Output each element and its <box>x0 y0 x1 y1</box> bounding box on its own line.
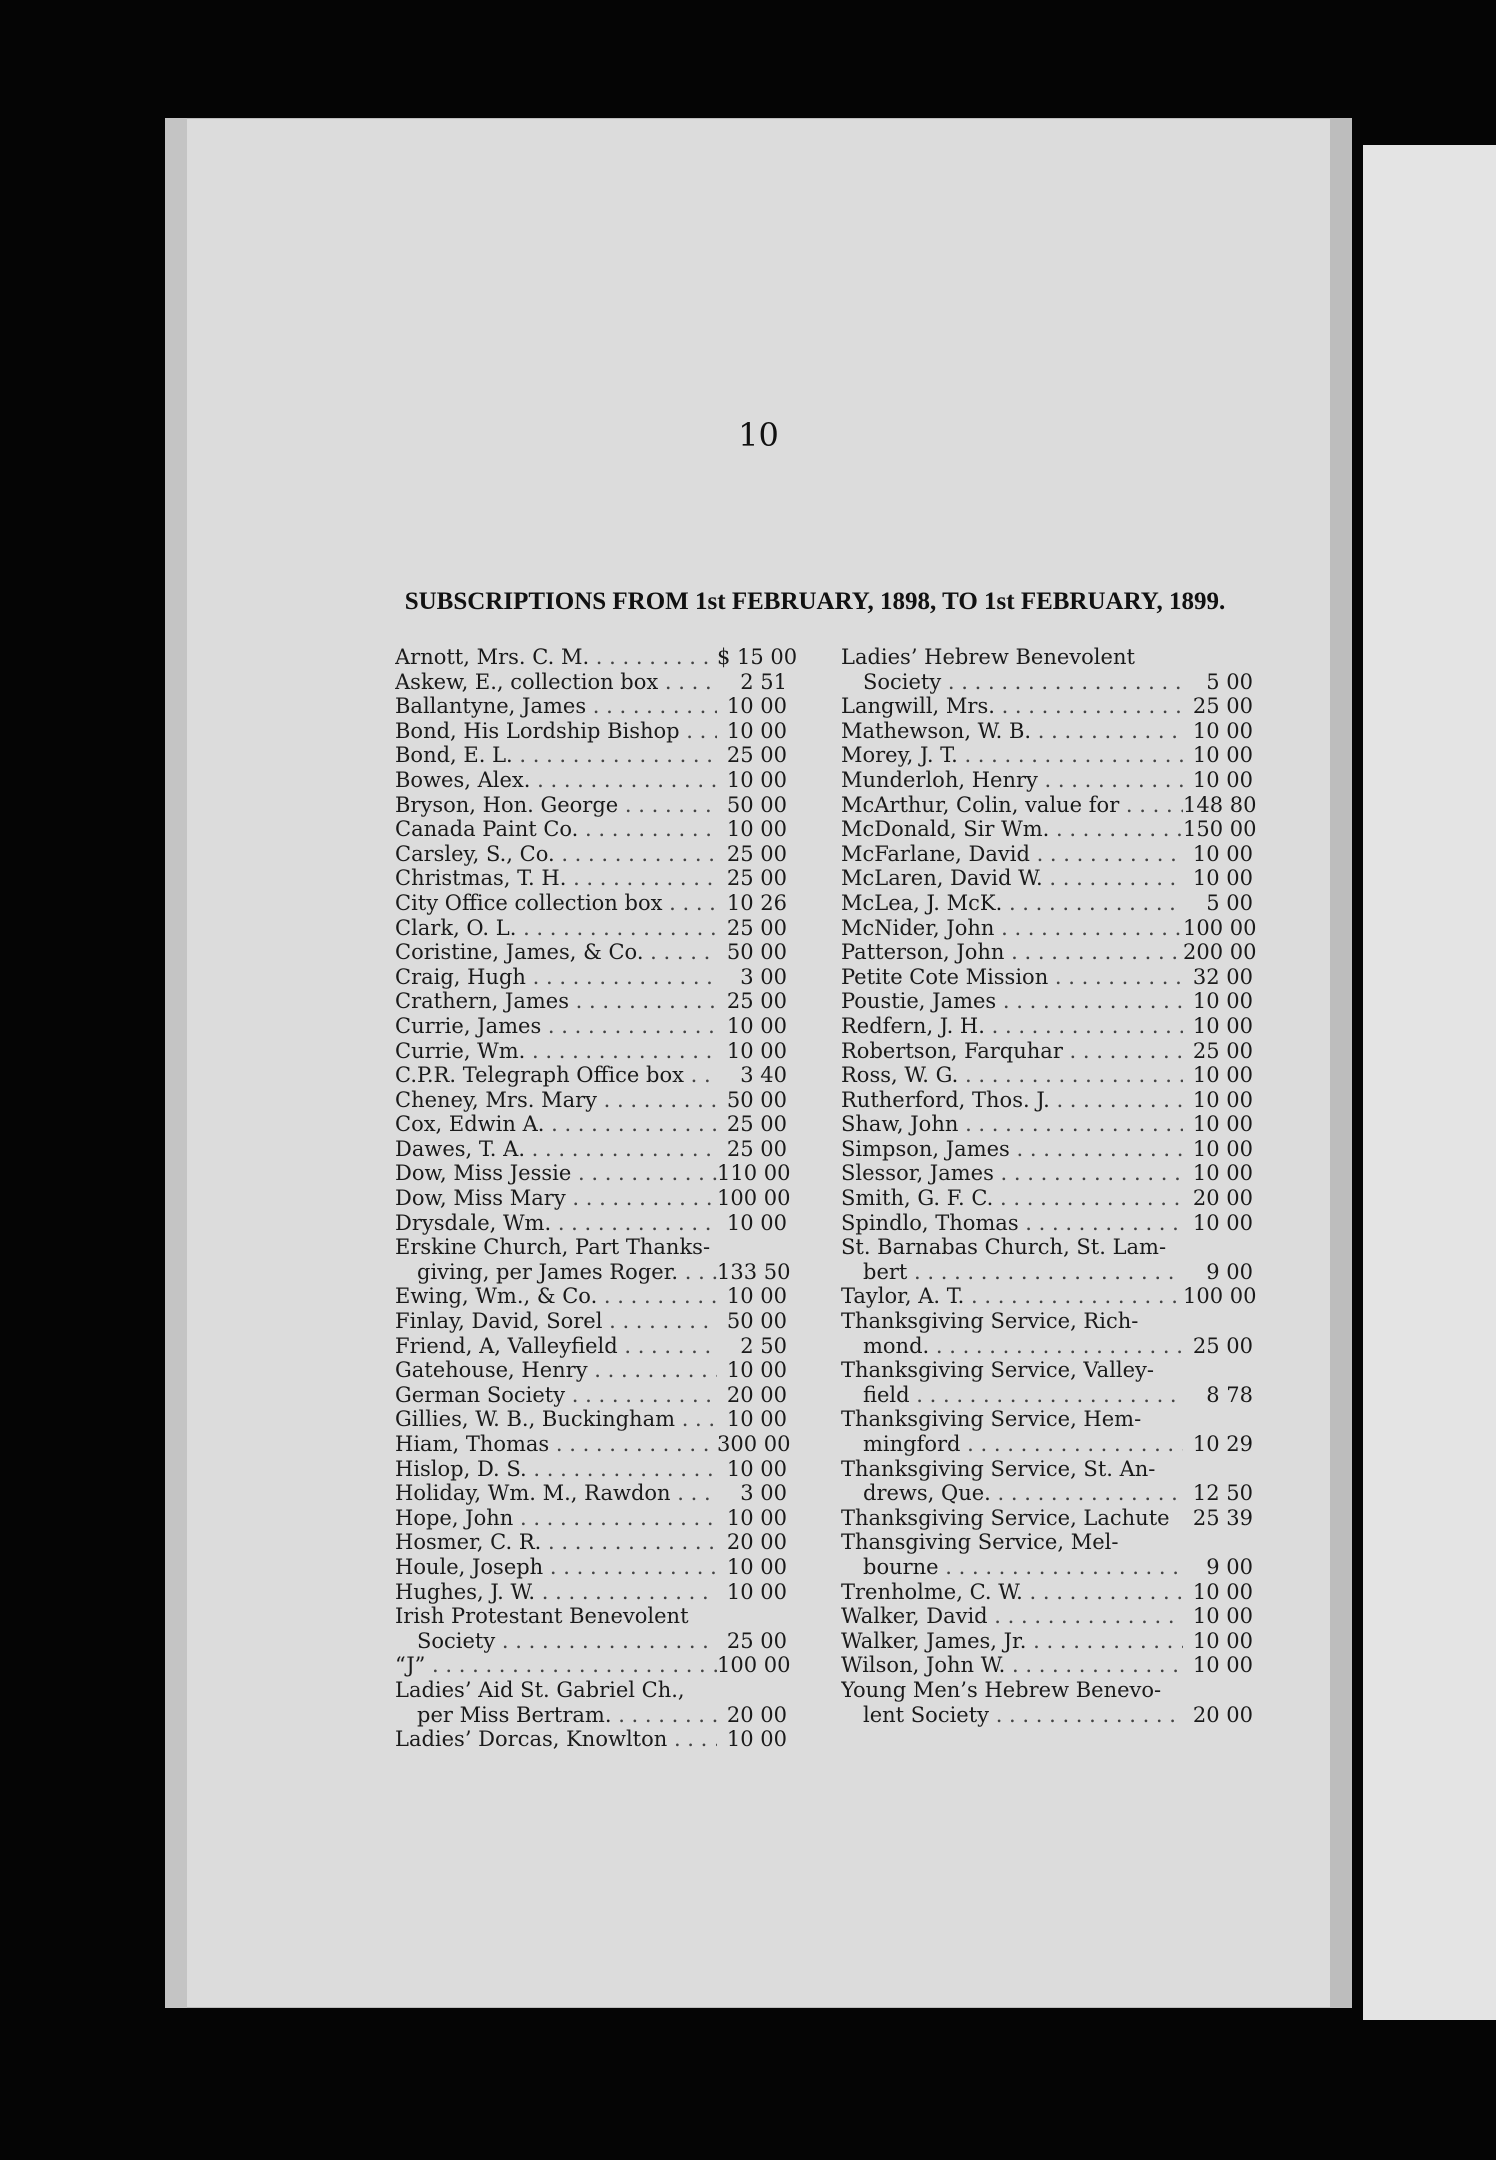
subscription-row <box>841 891 1253 916</box>
subscription-amount: 50 00 <box>726 940 787 965</box>
subscriber-name: per Miss Bertram. . . . <box>395 1703 717 1728</box>
subscription-amount: 50 00 <box>726 1087 787 1112</box>
subscriber-name: Thanksgiving Service, Hem- <box>841 1407 1142 1432</box>
subscription-amount: 10 00 <box>1192 1653 1253 1678</box>
subscription-amount: 100 00 <box>1183 915 1257 940</box>
subscription-amount: 10 00 <box>726 817 787 842</box>
subscription-amount: 10 00 <box>726 1210 787 1235</box>
subscription-amount: 100 00 <box>1183 1284 1257 1309</box>
subscription-row <box>841 1407 1253 1432</box>
subscriber-name: Drysdale, Wm. . . . <box>395 1211 717 1236</box>
subscription-row <box>841 743 1253 768</box>
subscriber-name: Society . . . <box>395 1629 717 1654</box>
subscription-row <box>395 1530 787 1555</box>
subscription-amount: 20 00 <box>726 1382 787 1407</box>
subscriber-name: Taylor, A. T. . . . <box>841 1284 1183 1309</box>
subscription-amount: 10 00 <box>1192 841 1253 866</box>
subscription-row <box>841 1703 1253 1728</box>
subscriber-name: Bryson, Hon. George . . . <box>395 793 717 818</box>
subscription-amount: 20 00 <box>1192 1186 1253 1211</box>
subscriber-name: Clark, O. L. . . . <box>395 916 717 941</box>
subscription-row <box>395 1137 787 1162</box>
subscription-row <box>395 1604 787 1629</box>
subscription-row <box>395 817 787 842</box>
subscription-row <box>395 743 787 768</box>
subscription-amount: 5 00 <box>1206 890 1253 915</box>
subscription-row <box>841 1211 1253 1236</box>
subscriber-name: Christmas, T. H. . . . <box>395 866 717 891</box>
subscriber-name: bert . . . <box>841 1260 1183 1285</box>
subscription-row <box>395 1088 787 1113</box>
subscription-amount: 25 00 <box>726 1628 787 1653</box>
subscriber-name: Dow, Miss Mary . . . <box>395 1186 717 1211</box>
subscriber-name: Hosmer, C. R. . . . <box>395 1530 717 1555</box>
subscriber-name: Finlay, David, Sorel . . . <box>395 1309 717 1334</box>
subscription-amount: 9 00 <box>1206 1259 1253 1284</box>
subscription-row <box>395 1432 791 1457</box>
subscription-row <box>395 719 787 744</box>
subscription-row <box>395 1211 787 1236</box>
subscription-amount: 100 00 <box>717 1653 791 1678</box>
subscriber-name: field . . . <box>841 1383 1183 1408</box>
subscription-row <box>841 965 1253 990</box>
subscriber-name: Walker, David . . . <box>841 1604 1183 1629</box>
subscription-row <box>841 915 1257 941</box>
subscription-row <box>395 866 787 891</box>
subscription-row <box>395 1407 787 1432</box>
subscription-row <box>395 1112 787 1137</box>
subscription-row <box>395 1629 787 1654</box>
subscription-amount: 5 00 <box>1206 669 1253 694</box>
subscription-row <box>841 1580 1253 1605</box>
subscription-amount: 10 00 <box>1192 1604 1253 1629</box>
subscriber-name: Cheney, Mrs. Mary . . . <box>395 1088 717 1113</box>
subscription-row <box>841 1063 1253 1088</box>
subscription-amount: 25 00 <box>1192 1038 1253 1063</box>
subscriber-name: Shaw, John . . . <box>841 1112 1183 1137</box>
subscription-row <box>395 940 787 965</box>
subscription-row <box>395 793 787 818</box>
subscriber-name: Ross, W. G. . . . <box>841 1063 1183 1088</box>
subscription-amount: 50 00 <box>726 1309 787 1334</box>
subscriber-name: Hislop, D. S. . . . <box>395 1457 717 1482</box>
subscription-row <box>841 1186 1253 1211</box>
subscription-row <box>395 1580 787 1605</box>
subscription-row <box>841 817 1257 842</box>
subscription-row <box>841 694 1253 719</box>
subscriber-name: bourne . . . <box>841 1555 1183 1580</box>
subscription-amount: 10 00 <box>726 1554 787 1579</box>
subscription-amount: 20 00 <box>726 1530 787 1555</box>
subscription-amount: 10 00 <box>726 1358 787 1383</box>
subscription-amount: 2 50 <box>740 1333 787 1358</box>
subscriber-name: Redfern, J. H. . . . <box>841 1014 1183 1039</box>
subscriber-name: Ladies’ Aid St. Gabriel Ch., <box>395 1677 685 1702</box>
subscriber-name: Coristine, James, & Co. . . . <box>395 940 717 965</box>
subscriber-name: Munderloh, Henry . . . <box>841 768 1183 793</box>
subscriber-name: McLaren, David W. . . . <box>841 866 1183 891</box>
subscription-amount: 10 00 <box>1192 1628 1253 1653</box>
subscription-amount: 10 00 <box>726 718 787 743</box>
subscription-row <box>841 1014 1253 1039</box>
subscriber-name: St. Barnabas Church, St. Lam- <box>841 1235 1167 1260</box>
subscriber-name: Currie, Wm. . . . <box>395 1039 717 1064</box>
subscription-row <box>395 1457 787 1482</box>
subscription-row <box>395 1481 787 1506</box>
subscription-amount: 25 00 <box>726 1112 787 1137</box>
subscription-row <box>841 719 1253 744</box>
subscriber-name: Smith, G. F. C. . . . <box>841 1186 1183 1211</box>
subscriber-name: Petite Cote Mission . . . <box>841 965 1183 990</box>
subscription-amount: 133 50 <box>717 1259 791 1284</box>
subscription-row <box>841 1235 1253 1260</box>
subscription-amount: 25 00 <box>1192 694 1253 719</box>
subscription-row <box>841 1653 1253 1678</box>
subscriber-name: Dawes, T. A. . . . <box>395 1137 717 1162</box>
subscriber-name: Craig, Hugh . . . <box>395 965 717 990</box>
adjacent-page <box>1363 145 1496 2020</box>
subscription-row <box>841 866 1253 891</box>
subscription-amount: 100 00 <box>717 1186 791 1211</box>
subscription-amount: 148 80 <box>1183 792 1257 817</box>
subscription-amount: 10 00 <box>1192 1210 1253 1235</box>
subscription-row <box>395 989 787 1014</box>
subscription-amount: 10 29 <box>1192 1432 1253 1456</box>
subscription-row <box>841 1334 1253 1359</box>
subscription-row <box>841 989 1253 1014</box>
subscription-row <box>395 965 787 990</box>
subscription-row <box>841 842 1253 867</box>
subscription-amount: 110 00 <box>717 1161 791 1186</box>
subscription-amount: 2 51 <box>740 669 787 694</box>
subscription-amount: 10 00 <box>726 1579 787 1604</box>
subscription-amount: 10 00 <box>1192 767 1253 792</box>
subscription-row <box>841 1629 1253 1654</box>
subscriber-name: Bond, E. L. . . . <box>395 743 717 768</box>
subscription-amount: 50 00 <box>726 792 787 817</box>
subscription-row <box>841 1112 1253 1137</box>
subscriber-name: Askew, E., collection box . . . <box>395 670 717 695</box>
subscription-row <box>841 1088 1253 1113</box>
subscription-amount: 25 00 <box>726 1136 787 1161</box>
subscriber-name: Irish Protestant Benevolent <box>395 1604 689 1629</box>
subscription-row <box>395 1284 787 1309</box>
subscriber-name: Spindlo, Thomas . . . <box>841 1211 1183 1236</box>
subscriber-name: Trenholme, C. W. . . . <box>841 1580 1183 1605</box>
subscription-row <box>395 1727 787 1752</box>
subscriber-name: Gatehouse, Henry . . . <box>395 1358 717 1383</box>
subscription-amount: 20 00 <box>726 1702 787 1727</box>
subscription-row <box>841 1137 1253 1162</box>
subscription-row <box>841 1358 1253 1383</box>
subscriber-name: Patterson, John . . . <box>841 940 1183 965</box>
subscription-amount: 3 00 <box>740 1481 787 1506</box>
subscriber-name: Canada Paint Co. . . . <box>395 817 717 842</box>
page-title: SUBSCRIPTIONS FROM 1st FEBRUARY, 1898, TO 1st FEBRUARY, 1899. <box>404 588 1226 615</box>
subscriber-name: Houle, Joseph . . . <box>395 1555 717 1580</box>
subscriber-name: McNider, John . . . <box>841 916 1183 941</box>
subscriber-name: mond. . . . <box>841 1334 1183 1359</box>
left-column <box>395 645 798 1752</box>
subscription-row <box>841 1284 1257 1309</box>
subscriber-name: Erskine Church, Part Thanks- <box>395 1235 711 1260</box>
subscriber-name: City Office collection box . . . <box>395 891 717 916</box>
subscription-amount: 20 00 <box>1192 1702 1253 1727</box>
subscription-amount: 10 00 <box>1192 1087 1253 1112</box>
subscriber-name: Young Men’s Hebrew Benevo- <box>841 1677 1162 1702</box>
subscription-row <box>841 1506 1253 1531</box>
subscription-row <box>395 768 787 793</box>
subscriber-name: Ladies’ Hebrew Benevolent <box>841 645 1135 669</box>
page-edge-left <box>165 118 187 2008</box>
subscription-row <box>395 1259 791 1285</box>
subscriber-name: Slessor, James . . . <box>841 1161 1183 1186</box>
subscription-row <box>841 1161 1253 1186</box>
subscription-row <box>395 670 787 695</box>
subscription-amount: 32 00 <box>1192 964 1253 989</box>
subscription-row <box>841 1678 1253 1703</box>
subscriber-name: Mathewson, W. B. . . . <box>841 719 1183 744</box>
subscriber-name: giving, per James Roger. . . . <box>395 1260 717 1285</box>
subscription-amount: 10 00 <box>726 1013 787 1038</box>
subscriber-name: Poustie, James . . . <box>841 989 1183 1014</box>
subscription-row <box>395 645 798 670</box>
subscriber-name: Morey, J. T. . . . <box>841 743 1183 768</box>
subscription-row <box>841 1039 1253 1064</box>
subscriber-name: Ladies’ Dorcas, Knowlton . . . <box>395 1727 717 1752</box>
subscription-amount: 25 00 <box>1192 1333 1253 1358</box>
subscription-amount: 150 00 <box>1183 817 1257 842</box>
subscriber-name: Bowes, Alex. . . . <box>395 768 717 793</box>
subscription-amount: 10 00 <box>1192 1579 1253 1604</box>
subscriber-name: “J” . . . <box>395 1653 717 1678</box>
subscriber-name: C.P.R. Telegraph Office box . . . <box>395 1063 717 1088</box>
subscription-amount: 10 00 <box>726 1407 787 1432</box>
subscription-amount: 10 00 <box>1192 1161 1253 1186</box>
subscription-row <box>395 1506 787 1531</box>
subscriber-name: Thansgiving Service, Mel- <box>841 1530 1119 1555</box>
subscriber-name: lent Society . . . <box>841 1703 1183 1728</box>
subscription-row <box>395 1161 791 1186</box>
subscription-amount: 10 00 <box>726 1456 787 1481</box>
page-edge-right <box>1330 118 1352 2008</box>
subscription-row <box>841 1383 1253 1408</box>
subscriber-name: Walker, James, Jr. . . . <box>841 1629 1183 1654</box>
subscriber-name: Dow, Miss Jessie . . . <box>395 1161 717 1186</box>
subscription-row <box>395 1235 787 1260</box>
subscription-amount: 10 00 <box>1192 1063 1253 1088</box>
subscriber-name: McLea, J. McK. . . . <box>841 891 1183 916</box>
subscriber-name: Ballantyne, James . . . <box>395 694 717 719</box>
subscription-amount: 10 00 <box>726 694 787 719</box>
subscriber-name: Gillies, W. B., Buckingham . . . <box>395 1407 717 1432</box>
subscriber-name: Hiam, Thomas . . . <box>395 1432 717 1457</box>
subscription-amount: 10 00 <box>1192 866 1253 891</box>
subscription-row <box>395 1358 787 1383</box>
subscription-amount: 10 00 <box>726 1284 787 1309</box>
subscriber-name: German Society . . . <box>395 1383 717 1408</box>
subscription-amount: 10 00 <box>726 1727 787 1752</box>
subscription-amount: 12 50 <box>1192 1481 1253 1506</box>
subscription-row <box>395 1678 787 1703</box>
subscription-amount: 3 00 <box>740 964 787 989</box>
subscription-amount: 3 40 <box>740 1063 787 1088</box>
subscription-row <box>841 768 1253 793</box>
subscriber-name: Robertson, Farquhar . . . <box>841 1039 1183 1064</box>
subscriber-name: Hope, John . . . <box>395 1506 717 1531</box>
subscription-amount: 10 00 <box>1192 743 1253 768</box>
subscriber-name: Currie, James . . . <box>395 1014 717 1039</box>
subscriber-name: Crathern, James . . . <box>395 989 717 1014</box>
subscriber-name: Holiday, Wm. M., Rawdon . . . <box>395 1481 717 1506</box>
subscriber-name: Arnott, Mrs. C. M. . . . <box>395 645 717 670</box>
subscription-amount: 25 00 <box>726 743 787 768</box>
subscriber-name: Ewing, Wm., & Co. . . . <box>395 1284 717 1309</box>
subscription-amount: 10 00 <box>1192 718 1253 743</box>
subscription-row <box>841 792 1257 818</box>
subscription-amount: 9 00 <box>1206 1554 1253 1579</box>
subscription-row <box>841 670 1253 695</box>
subscriber-name: Bond, His Lordship Bishop . . . <box>395 719 717 744</box>
subscription-row <box>841 1309 1253 1334</box>
subscriber-name: drews, Que. . . . <box>841 1481 1183 1506</box>
subscriber-name: Society . . . <box>841 670 1183 695</box>
subscription-row <box>395 1383 787 1408</box>
subscriber-name: Simpson, James . . . <box>841 1137 1183 1162</box>
subscription-row <box>395 694 787 719</box>
subscription-row <box>841 1555 1253 1580</box>
subscription-amount: 8 78 <box>1206 1382 1253 1407</box>
subscription-row <box>395 842 787 867</box>
subscription-row <box>841 940 1257 965</box>
subscription-row <box>841 645 1253 670</box>
subscriber-name: Thanksgiving Service, St. An- <box>841 1456 1156 1481</box>
subscription-amount: 300 00 <box>717 1432 791 1456</box>
subscription-amount: 10 00 <box>1192 989 1253 1014</box>
document-page <box>165 118 1352 2008</box>
subscription-amount: $ 15 00 <box>717 645 798 669</box>
subscription-row <box>395 1703 787 1728</box>
subscription-amount: 10 00 <box>1192 1136 1253 1161</box>
subscription-amount: 25 00 <box>726 915 787 940</box>
right-column <box>841 645 1257 1727</box>
subscription-amount: 10 00 <box>1192 1112 1253 1137</box>
subscription-amount: 10 00 <box>1192 1013 1253 1038</box>
subscriber-name: Rutherford, Thos. J. . . . <box>841 1088 1183 1113</box>
subscriber-name: Carsley, S., Co. . . . <box>395 842 717 867</box>
subscription-row <box>841 1604 1253 1629</box>
subscription-row <box>395 1186 791 1211</box>
subscription-row <box>841 1432 1253 1457</box>
subscriber-name: Hughes, J. W. . . . <box>395 1580 717 1605</box>
subscription-row <box>395 1555 787 1580</box>
subscription-row <box>395 1653 791 1678</box>
subscriber-name: McArthur, Colin, value for . . . <box>841 793 1183 818</box>
subscription-row <box>841 1530 1253 1555</box>
subscriber-name: Thanksgiving Service, Lachute <box>841 1505 1170 1530</box>
subscription-amount: 25 00 <box>726 866 787 891</box>
subscription-row <box>395 1063 787 1088</box>
subscription-amount: 10 00 <box>726 767 787 792</box>
subscription-amount: 25 39 <box>1192 1505 1253 1530</box>
subscription-amount: 10 26 <box>726 890 787 915</box>
subscription-amount: 25 00 <box>726 841 787 866</box>
subscriber-name: Friend, A, Valleyfield . . . <box>395 1334 717 1359</box>
page-number: 10 <box>738 416 779 454</box>
subscriber-name: Cox, Edwin A. . . . <box>395 1112 717 1137</box>
subscription-row <box>841 1260 1253 1285</box>
subscription-row <box>395 1334 787 1359</box>
subscription-amount: 25 00 <box>726 989 787 1014</box>
subscription-amount: 10 00 <box>726 1038 787 1063</box>
subscription-row <box>395 916 787 941</box>
subscriber-name: Thanksgiving Service, Valley- <box>841 1358 1155 1383</box>
subscriber-name: Thanksgiving Service, Rich- <box>841 1309 1139 1334</box>
subscriber-name: McFarlane, David . . . <box>841 842 1183 867</box>
subscription-amount: 10 00 <box>726 1505 787 1530</box>
subscription-row <box>395 891 787 916</box>
subscriber-name: Langwill, Mrs. . . . <box>841 694 1183 719</box>
subscription-row <box>395 1309 787 1334</box>
subscriber-name: mingford . . . <box>841 1432 1183 1457</box>
subscriber-name: Wilson, John W. . . . <box>841 1653 1183 1678</box>
subscription-row <box>841 1457 1253 1482</box>
subscriber-name: McDonald, Sir Wm. . . . <box>841 817 1183 842</box>
subscription-amount: 200 00 <box>1183 940 1257 965</box>
subscription-row <box>395 1014 787 1039</box>
subscription-row <box>395 1039 787 1064</box>
subscription-row <box>841 1481 1253 1506</box>
